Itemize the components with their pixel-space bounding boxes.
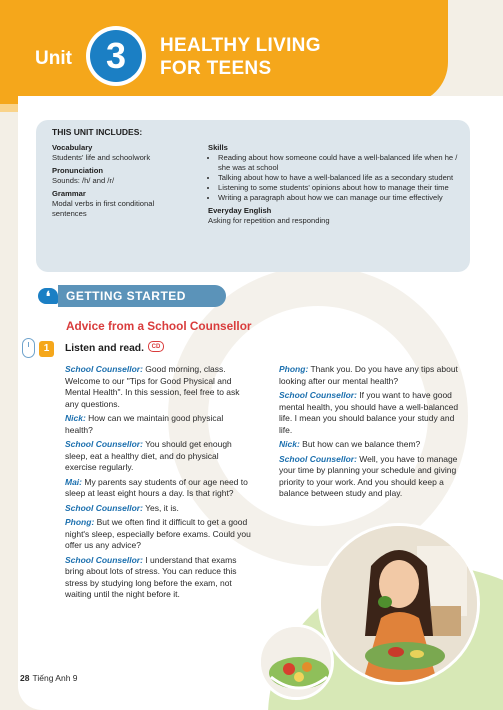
speaker: School Counsellor:	[279, 453, 357, 464]
exercise-instruction: Listen and read.	[65, 343, 144, 354]
pronunciation-heading: Pronunciation	[52, 166, 104, 175]
photo-salad-bowl	[258, 624, 334, 700]
dialogue-line	[65, 364, 251, 410]
dialogue-line	[65, 555, 251, 601]
skills-item: • Writing a paragraph about how we can manage our time effectively	[218, 193, 458, 203]
speaker: School Counsellor:	[65, 364, 143, 374]
line-text: Thank you. Do you have any tips about looking after our mental health?	[279, 364, 458, 386]
skills-heading: Skills	[208, 143, 228, 152]
line-text: You should get enough sleep, eat a healthy diet, and do physical exercise regularly.	[65, 439, 232, 472]
section-title: Advice from a School Counsellor	[66, 319, 252, 333]
unit-number-badge	[86, 26, 146, 86]
skills-list	[208, 153, 458, 203]
speaker: Phong:	[279, 364, 309, 374]
book-title: Tiếng Anh 9	[32, 673, 78, 683]
line-text: But we often find it difficult to get a good night's sleep, especially before exams. Could you offer us any advice?	[65, 517, 251, 550]
vocabulary-heading: Vocabulary	[52, 143, 93, 152]
speaker: School Counsellor:	[65, 439, 143, 449]
mouse-icon	[22, 338, 35, 358]
unit-number: 3	[90, 30, 142, 82]
dialogue-line	[279, 364, 463, 387]
dialogue-line	[65, 413, 251, 436]
unit-title-line-1: HEALTHY LIVING	[160, 35, 321, 56]
speaker: School Counsellor:	[65, 554, 143, 565]
skills-item: • Talking about how to have a well-balanced life as a secondary student	[218, 173, 458, 183]
line-text: My parents say students of our age need to sleep at least eight hours a day. Is that right?	[65, 476, 248, 498]
exercise-number: 1	[39, 341, 54, 357]
speaker: Phong:	[65, 517, 95, 527]
photo-girl-illustration	[321, 526, 480, 685]
vocabulary-text: Students' life and schoolwork	[52, 153, 151, 162]
dialogue-right-column	[279, 364, 463, 503]
unit-title-line-2: FOR TEENS	[160, 58, 272, 79]
dialogue-line	[279, 439, 463, 451]
line-text: I understand that exams bring about lots of stress. You can reduce this stress by studying long before the exam, not waiting until the night before it.	[65, 554, 237, 599]
skills-item: • Reading about how someone could have a well-balanced life when he / she was at school	[218, 153, 458, 173]
unit-includes-heading: THIS UNIT INCLUDES:	[52, 127, 143, 137]
speaker: Nick:	[279, 439, 300, 449]
line-text: Well, you have to manage your time by planning your schedule and giving priority to your work. And you should keep a balance between study and play.	[279, 453, 458, 498]
speaker: School Counsellor:	[279, 390, 357, 400]
unit-title	[160, 34, 321, 80]
speaker: Nick:	[65, 413, 86, 423]
page-number: 28	[20, 673, 30, 683]
includes-right-column	[208, 143, 458, 226]
audio-track-icon[interactable]: CD	[148, 341, 164, 352]
dialogue-left-column	[65, 364, 251, 604]
dialogue-line	[279, 390, 463, 436]
pronunciation-text: Sounds: /h/ and /r/	[52, 176, 115, 185]
everyday-english-text: Asking for repetition and responding	[208, 216, 330, 225]
everyday-english-heading: Everyday English	[208, 206, 272, 215]
line-text: Yes, it is.	[142, 502, 179, 513]
grammar-heading: Grammar	[52, 189, 86, 198]
skills-item: • Listening to some students' opinions about how to manage their time	[218, 183, 458, 193]
line-text: Good morning, class. Welcome to our "Tips for Good Physical and Mental Health". In this session, feel free to ask any questions.	[65, 364, 240, 409]
line-text: But how can we balance them?	[299, 439, 421, 449]
speaker: School Counsellor:	[65, 502, 143, 513]
dialogue-line	[65, 503, 251, 515]
unit-label: Unit	[35, 48, 72, 69]
dialogue-line	[65, 517, 251, 552]
speaker: Mai:	[65, 476, 82, 487]
page-footer	[20, 673, 78, 683]
includes-left-column	[52, 143, 204, 219]
quote-icon: ❛	[38, 288, 58, 304]
grammar-text: Modal verbs in first conditional sentences	[52, 199, 155, 218]
line-text: If you want to have good mental health, you should have a well-balanced life. I mean you should balance your study and life.	[279, 390, 459, 435]
dialogue-line	[65, 439, 251, 474]
line-text: How can we maintain good physical health?	[65, 413, 224, 435]
section-label: GETTING STARTED	[58, 285, 226, 307]
photo-girl-eating-salad	[318, 523, 480, 685]
dialogue-line	[65, 477, 251, 500]
dialogue-line	[279, 454, 463, 500]
